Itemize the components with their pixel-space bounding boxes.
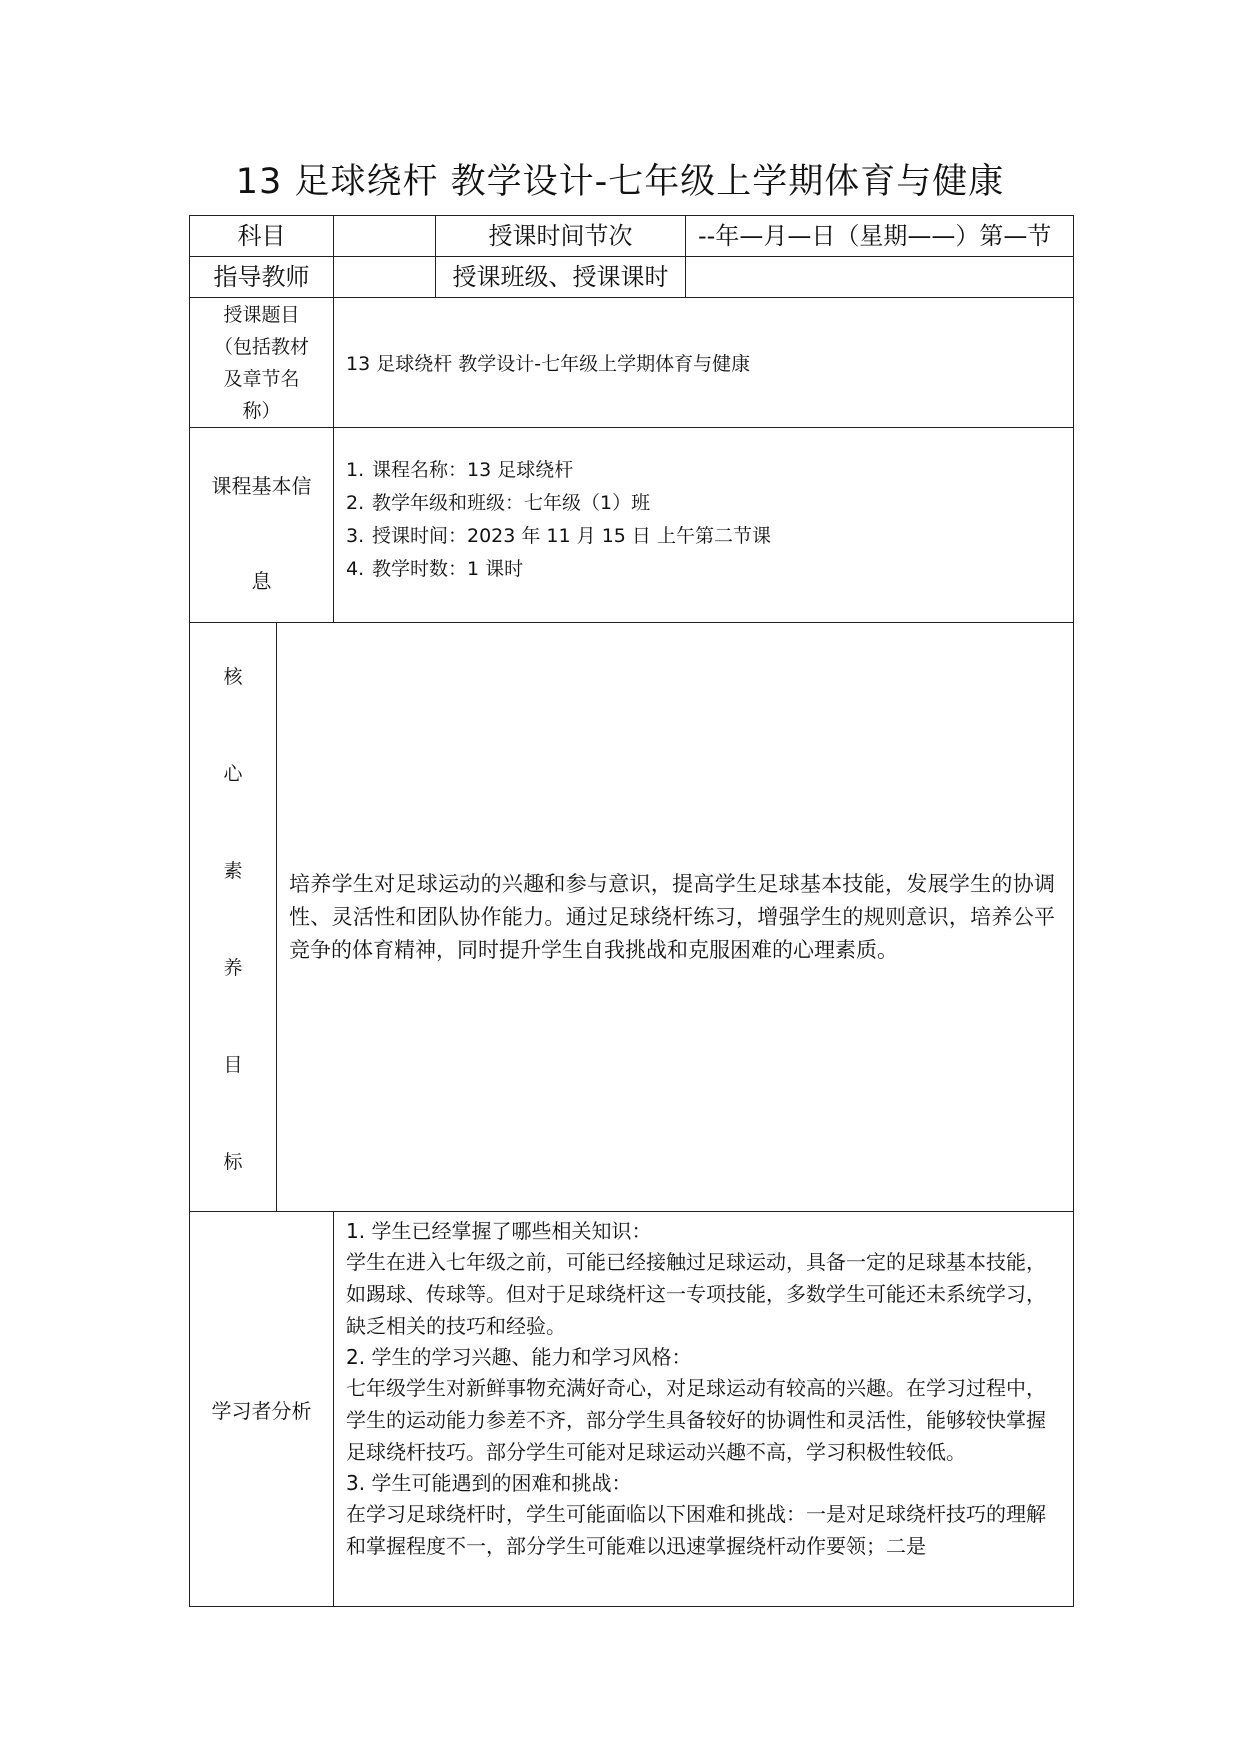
table-row (190, 216, 1074, 257)
topic-label-line: （包括教材 (213, 335, 309, 358)
table-row (190, 257, 1074, 298)
course-info-label-bottom: 息 (251, 569, 272, 593)
core-label-char: 目 (223, 1054, 243, 1076)
subject-label: 科目 (190, 216, 334, 257)
core-label-char: 核 (223, 666, 243, 688)
learner-section-body: 学生在进入七年级之前，可能已经接触过足球运动，具备一定的足球基本技能，如踢球、传球等。但对于足球绕杆这一专项技能，多数学生可能还未系统学习，缺乏相关的技巧和经验。 (346, 1250, 1046, 1338)
learner-section-head: 2. 学生的学习兴趣、能力和学习风格： (346, 1345, 692, 1369)
core-goals-cell (277, 623, 1074, 1212)
lesson-plan-table (189, 215, 1074, 1607)
time-value: --年—月—日（星期——）第—节 (686, 216, 1074, 257)
teacher-label: 指导教师 (190, 257, 334, 298)
topic-label-line: 及章节名 (223, 367, 300, 390)
list-item: 1. 课程名称：13 足球绕杆 (346, 459, 574, 481)
table-row (190, 623, 1074, 1212)
list-item: 2. 教学年级和班级：七年级（1）班 (346, 492, 651, 514)
table-row (190, 428, 1074, 623)
learner-section-head: 1. 学生已经掌握了哪些相关知识： (346, 1219, 652, 1243)
learner-section-body: 七年级学生对新鲜事物充满好奇心，对足球运动有较高的兴趣。在学习过程中，学生的运动能力参差不齐，部分学生具备较好的协调性和灵活性，能够较快掌握足球绕杆技巧。部分学生可能对足球运动兴趣不高，学习积极性较低。 (346, 1376, 1046, 1464)
course-info-label-top: 课程基本信 (211, 474, 312, 498)
learner-label: 学习者分析 (190, 1212, 334, 1607)
topic-label-line: 称） (242, 399, 281, 422)
table-row (190, 1212, 1074, 1607)
course-info-label (190, 428, 334, 623)
learner-section-head: 3. 学生可能遇到的困难和挑战： (346, 1471, 632, 1495)
time-label: 授课时间节次 (436, 216, 686, 257)
course-info-list (334, 428, 1074, 623)
core-label-char: 心 (223, 763, 243, 785)
class-value (686, 257, 1074, 298)
topic-value: 13 足球绕杆 教学设计-七年级上学期体育与健康 (334, 298, 1074, 428)
core-label-char: 标 (223, 1151, 243, 1173)
list-item: 3. 授课时间：2023 年 11 月 15 日 上午第二节课 (346, 525, 771, 547)
subject-value (334, 216, 436, 257)
teacher-value (334, 257, 436, 298)
learner-section-body: 在学习足球绕杆时，学生可能面临以下困难和挑战：一是对足球绕杆技巧的理解和掌握程度不一，部分学生可能难以迅速掌握绕杆动作要领；二是 (346, 1502, 1046, 1558)
table-row (190, 298, 1074, 428)
core-label (190, 623, 277, 1212)
learner-analysis-cell (334, 1212, 1074, 1607)
topic-label-line: 授课题目 (223, 303, 300, 326)
core-label-char: 素 (223, 860, 243, 882)
list-item: 4. 教学时数：1 课时 (346, 558, 524, 580)
page-title: 13 足球绕杆 教学设计-七年级上学期体育与健康 (235, 162, 1005, 202)
core-label-char: 养 (223, 957, 243, 979)
topic-label (190, 298, 334, 428)
class-label: 授课班级、授课课时 (436, 257, 686, 298)
core-goals-text: 培养学生对足球运动的兴趣和参与意识，提高学生足球基本技能，发展学生的协调性、灵活性和团队协作能力。通过足球绕杆练习，增强学生的规则意识，培养公平竞争的体育精神，同时提升学生自我挑战和克服困难的心理素质。 (289, 871, 1055, 962)
